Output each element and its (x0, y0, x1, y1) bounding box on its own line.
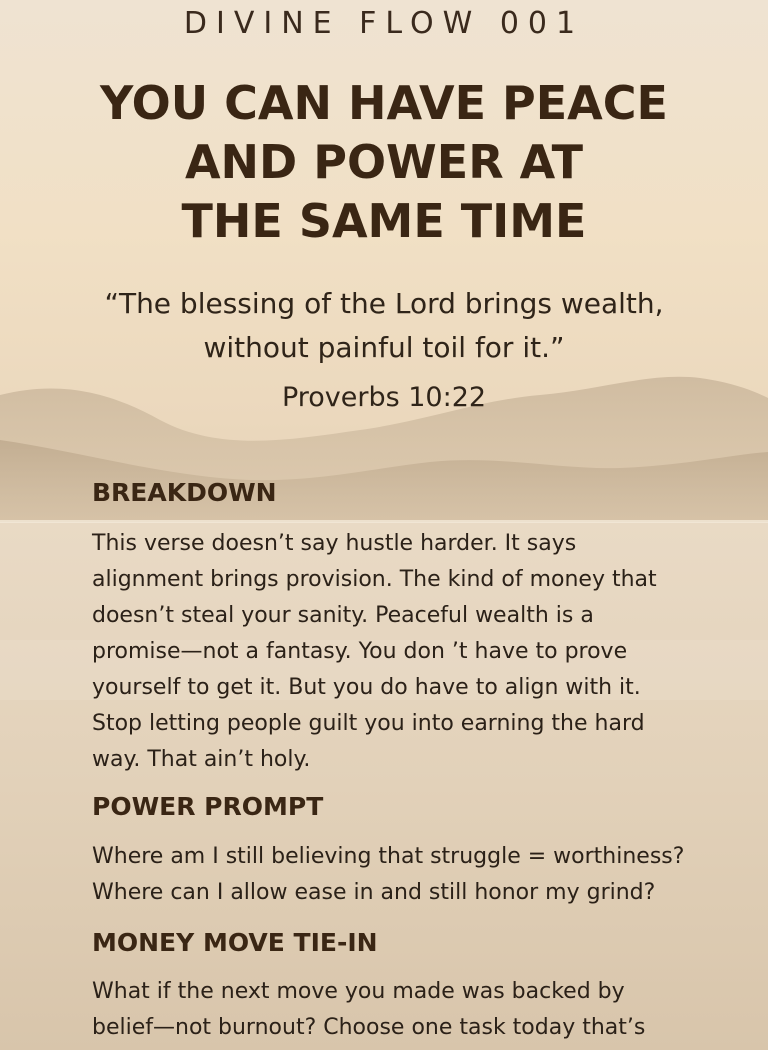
text-line: Stop letting people guilt you into earning the hard (92, 711, 645, 736)
power-prompt-text (92, 839, 752, 911)
series-title: DIVINE FLOW 001 (183, 6, 585, 41)
text-line: Where can I allow ease in and still honor my grind? (92, 880, 656, 905)
headline-line: THE SAME TIME (181, 194, 587, 248)
quote-line: “The blessing of the Lord brings wealth, (104, 287, 664, 320)
scripture-quote (40, 282, 728, 370)
text-line: What if the next move you made was backed by (92, 979, 625, 1004)
headline (40, 74, 728, 251)
money-move-heading: MONEY MOVE TIE-IN (92, 928, 378, 957)
scripture-reference: Proverbs 10:22 (281, 382, 487, 413)
text-line: promise—not a fantasy. You don ’t have to prove (92, 639, 628, 664)
breakdown-text (92, 526, 752, 778)
text-line: belief—not burnout? Choose one task today that’s (92, 1015, 646, 1040)
breakdown-heading: BREAKDOWN (92, 478, 277, 507)
headline-line: YOU CAN HAVE PEACE (100, 76, 668, 130)
headline-line: AND POWER AT (184, 135, 584, 189)
text-line: Where am I still believing that struggle = worthiness? (92, 844, 685, 869)
money-move-text (92, 974, 752, 1046)
text-line: This verse doesn’t say hustle harder. It says (92, 531, 577, 556)
quote-line: without painful toil for it.” (203, 331, 565, 364)
text-line: way. That ain’t holy. (92, 747, 311, 772)
text-line: yourself to get it. But you do have to align with it. (92, 675, 641, 700)
text-line: alignment brings provision. The kind of money that (92, 567, 657, 592)
text-line: doesn’t steal your sanity. Peaceful wealth is a (92, 603, 594, 628)
power-prompt-heading: POWER PROMPT (92, 792, 324, 821)
